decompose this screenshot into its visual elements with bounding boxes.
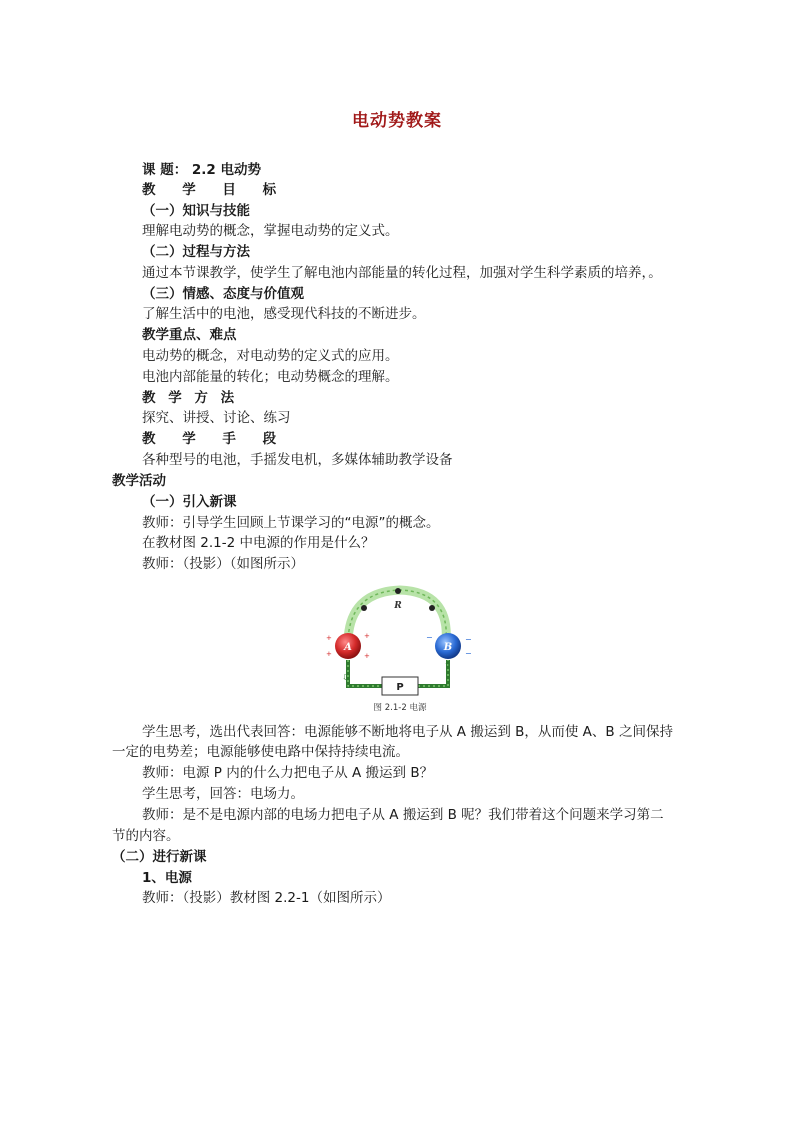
label-b: B [443, 642, 453, 653]
text-question-1: 在教材图 2.1-2 中电源的作用是什么？ [142, 535, 375, 551]
subheading-knowledge: （一）知识与技能 [142, 203, 250, 219]
heading-activities: 教学活动 [112, 473, 166, 489]
minus-charge-icon: − [465, 649, 472, 658]
text-teacher-4-cont: 节的内容。 [112, 828, 180, 844]
plus-charge-icon: + [364, 632, 370, 640]
electron-icon [395, 588, 401, 594]
text-teacher-1: 教师：引导学生回顾上节课学习的“电源”的概念。 [142, 515, 440, 531]
circuit-figure [320, 582, 480, 717]
text-methods: 探究、讲授、讨论、练习 [142, 410, 291, 426]
electron-icon [429, 605, 435, 611]
page-title: 电动势教案 [352, 111, 442, 131]
heading-key-points: 教学重点、难点 [142, 327, 237, 343]
label-r: R [394, 601, 402, 611]
plus-charge-icon: + [364, 652, 370, 660]
text-attitude: 了解生活中的电池，感受现代科技的不断进步。 [142, 306, 426, 322]
label-p: P [396, 682, 404, 693]
text-teacher-4: 教师：是不是电源内部的电场力把电子从 A 搬运到 B 呢？我们带着这个问题来学习第二 [142, 807, 664, 823]
course-topic: 课 题： 2.2 电动势 [142, 162, 262, 178]
subheading-intro: （一）引入新课 [142, 494, 237, 510]
text-knowledge: 理解电动势的概念，掌握电动势的定义式。 [142, 223, 399, 239]
subheading-new-lesson: （二）进行新课 [112, 849, 207, 865]
heading-teaching-goals: 教 学 目 标 [142, 182, 288, 198]
label-a: A [344, 642, 352, 653]
arrow-up-icon: ⇧ [444, 661, 451, 670]
text-student-answer-3: 学生思考，回答：电场力。 [142, 786, 304, 802]
plus-charge-icon: + [326, 650, 332, 658]
text-key-point-2: 电池内部能量的转化；电动势概念的理解。 [142, 369, 399, 385]
subheading-attitude: （三）情感、态度与价值观 [142, 286, 304, 302]
heading-means: 教 学 手 段 [142, 431, 288, 447]
arrow-down-icon: ⇩ [342, 673, 349, 682]
text-student-answer-2: 一定的电势差；电源能够使电路中保持持续电流。 [112, 744, 409, 760]
text-teacher-3: 教师：电源 P 内的什么力把电子从 A 搬运到 B？ [142, 765, 434, 781]
subheading-process: （二）过程与方法 [142, 244, 250, 260]
circuit-diagram [320, 582, 480, 717]
text-teacher-2: 教师：（投影）（如图所示） [142, 556, 304, 572]
minus-charge-icon: − [465, 635, 472, 644]
text-teacher-5: 教师：（投影）教材图 2.2-1（如图所示） [142, 890, 391, 906]
electron-icon [361, 605, 367, 611]
plus-charge-icon: + [326, 634, 332, 642]
subheading-power-source: 1、电源 [142, 870, 192, 886]
heading-methods: 教 学 方 法 [142, 390, 239, 406]
text-student-answer-1: 学生思考，选出代表回答：电源能够不断地将电子从 A 搬运到 B，从而使 A、B 之间保持 [142, 724, 673, 740]
minus-charge-icon: − [426, 633, 433, 642]
text-means: 各种型号的电池，手摇发电机，多媒体辅助教学设备 [142, 452, 453, 468]
text-process: 通过本节课教学，使学生了解电池内部能量的转化过程，加强对学生科学素质的培养，。 [142, 265, 662, 281]
figure-caption: 图 2.1-2 电源 [373, 703, 427, 713]
text-key-point-1: 电动势的概念，对电动势的定义式的应用。 [142, 348, 399, 364]
